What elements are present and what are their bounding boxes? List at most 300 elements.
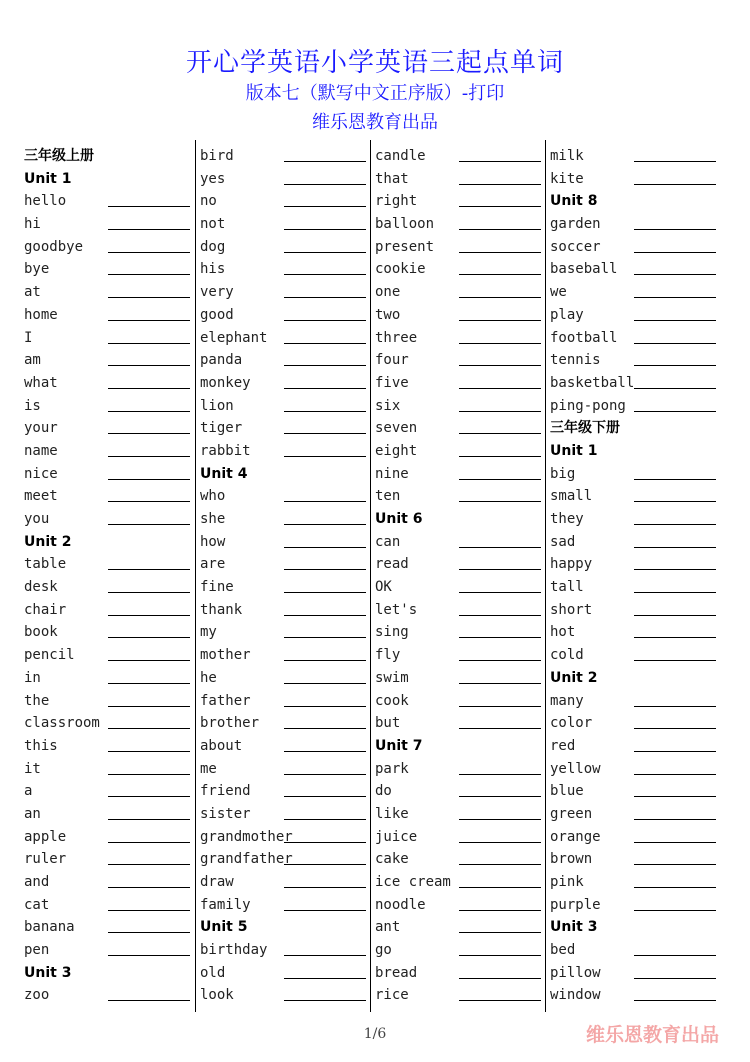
answer-blank-line[interactable] (459, 433, 541, 434)
word-row (200, 236, 364, 259)
answer-blank-line[interactable] (108, 252, 190, 253)
answer-blank-line[interactable] (108, 274, 190, 275)
word-label: ant (375, 919, 401, 936)
answer-blank-line[interactable] (459, 978, 541, 979)
word-row (24, 281, 188, 304)
answer-blank-line[interactable] (284, 184, 366, 185)
answer-blank-line[interactable] (634, 320, 716, 321)
answer-blank-line[interactable] (459, 774, 541, 775)
word-row (550, 962, 714, 985)
answer-blank-line[interactable] (108, 320, 190, 321)
word-column-1 (20, 140, 188, 1012)
section-heading-label: Unit 6 (375, 511, 423, 527)
answer-blank-line[interactable] (284, 637, 366, 638)
answer-blank-line[interactable] (284, 592, 366, 593)
answer-blank-line[interactable] (284, 297, 366, 298)
word-column-3 (370, 140, 539, 1012)
answer-blank-line[interactable] (459, 184, 541, 185)
answer-blank-line[interactable] (108, 433, 190, 434)
answer-blank-line[interactable] (634, 547, 716, 548)
word-label: name (24, 442, 58, 459)
word-row (375, 213, 539, 236)
answer-blank-line[interactable] (284, 433, 366, 434)
answer-blank-line[interactable] (459, 388, 541, 389)
word-row (550, 758, 714, 781)
answer-blank-line[interactable] (108, 751, 190, 752)
word-row (200, 984, 364, 1007)
answer-blank-line[interactable] (634, 751, 716, 752)
answer-blank-line[interactable] (459, 252, 541, 253)
word-row (375, 440, 539, 463)
answer-blank-line[interactable] (108, 637, 190, 638)
word-label: cake (375, 851, 409, 868)
answer-blank-line[interactable] (459, 569, 541, 570)
word-label: very (200, 284, 234, 301)
answer-blank-line[interactable] (284, 524, 366, 525)
word-row (200, 621, 364, 644)
word-label: she (200, 511, 226, 527)
word-row (200, 644, 364, 667)
word-label: bed (550, 942, 576, 959)
answer-blank-line[interactable] (634, 706, 716, 707)
word-label: look (200, 987, 234, 1004)
answer-blank-line[interactable] (459, 365, 541, 366)
answer-blank-line[interactable] (634, 615, 716, 616)
answer-blank-line[interactable] (459, 206, 541, 207)
word-row (24, 780, 188, 803)
answer-blank-line[interactable] (284, 774, 366, 775)
answer-blank-line[interactable] (108, 819, 190, 820)
answer-blank-line[interactable] (634, 479, 716, 480)
word-row (375, 531, 539, 554)
answer-blank-line[interactable] (459, 161, 541, 162)
answer-blank-line[interactable] (459, 297, 541, 298)
word-row (200, 553, 364, 576)
word-label: book (24, 624, 58, 641)
answer-blank-line[interactable] (634, 297, 716, 298)
word-row (550, 690, 714, 713)
word-label: my (200, 624, 217, 641)
answer-blank-line[interactable] (634, 819, 716, 820)
word-row (200, 213, 364, 236)
answer-blank-line[interactable] (108, 683, 190, 684)
word-label: eight (375, 442, 418, 459)
answer-blank-line[interactable] (459, 547, 541, 548)
word-row (550, 553, 714, 576)
word-label: meet (24, 488, 58, 505)
answer-blank-line[interactable] (459, 683, 541, 684)
word-row (375, 690, 539, 713)
answer-blank-line[interactable] (284, 615, 366, 616)
word-label: orange (550, 828, 601, 845)
answer-blank-line[interactable] (634, 388, 716, 389)
answer-blank-line[interactable] (108, 932, 190, 933)
answer-blank-line[interactable] (108, 887, 190, 888)
word-row (550, 281, 714, 304)
answer-blank-line[interactable] (634, 887, 716, 888)
answer-blank-line[interactable] (284, 706, 366, 707)
answer-blank-line[interactable] (108, 660, 190, 661)
word-row (550, 939, 714, 962)
word-row (375, 395, 539, 418)
word-label: ruler (24, 851, 67, 868)
word-label: basketball (550, 374, 635, 391)
answer-blank-line[interactable] (634, 365, 716, 366)
answer-blank-line[interactable] (108, 864, 190, 865)
word-label: desk (24, 579, 58, 596)
answer-blank-line[interactable] (634, 1000, 716, 1001)
answer-blank-line[interactable] (459, 501, 541, 502)
word-row (24, 485, 188, 508)
answer-blank-line[interactable] (459, 343, 541, 344)
answer-blank-line[interactable] (459, 479, 541, 480)
word-row (200, 735, 364, 758)
answer-blank-line[interactable] (108, 206, 190, 207)
word-label: friend (200, 783, 251, 800)
word-row (375, 984, 539, 1007)
answer-blank-line[interactable] (459, 796, 541, 797)
answer-blank-line[interactable] (108, 955, 190, 956)
answer-blank-line[interactable] (284, 343, 366, 344)
answer-blank-line[interactable] (284, 229, 366, 230)
answer-blank-line[interactable] (459, 955, 541, 956)
answer-blank-line[interactable] (634, 796, 716, 797)
answer-blank-line[interactable] (284, 910, 366, 911)
word-label: mother (200, 647, 251, 664)
word-label: baseball (550, 261, 618, 278)
word-row (550, 508, 714, 531)
answer-blank-line[interactable] (108, 297, 190, 298)
word-label: not (200, 216, 226, 233)
word-row (200, 395, 364, 418)
word-label: read (375, 556, 409, 573)
word-row (375, 712, 539, 735)
answer-blank-line[interactable] (284, 728, 366, 729)
answer-blank-line[interactable] (459, 320, 541, 321)
answer-blank-line[interactable] (459, 229, 541, 230)
word-row (550, 735, 714, 758)
word-label: and (24, 874, 50, 890)
answer-blank-line[interactable] (634, 842, 716, 843)
section-heading-label: Unit 3 (24, 964, 72, 981)
word-label: at (24, 284, 41, 301)
word-label: one (375, 284, 401, 301)
answer-blank-line[interactable] (634, 252, 716, 253)
section-heading-label: 三年级下册 (550, 420, 620, 437)
answer-blank-line[interactable] (459, 637, 541, 638)
word-label: garden (550, 216, 601, 233)
word-column-2 (195, 140, 364, 1012)
word-label: sister (200, 805, 251, 822)
answer-blank-line[interactable] (108, 501, 190, 502)
answer-blank-line[interactable] (284, 501, 366, 502)
answer-blank-line[interactable] (634, 411, 716, 412)
word-label: about (200, 737, 243, 754)
word-label: bye (24, 261, 50, 278)
answer-blank-line[interactable] (634, 501, 716, 502)
word-row (375, 327, 539, 350)
word-row (375, 349, 539, 372)
word-row (200, 372, 364, 395)
answer-blank-line[interactable] (459, 411, 541, 412)
word-row (24, 712, 188, 735)
word-label: bird (200, 148, 234, 164)
answer-blank-line[interactable] (108, 910, 190, 911)
answer-blank-line[interactable] (284, 978, 366, 979)
word-row (24, 758, 188, 781)
word-label: elephant (200, 329, 268, 346)
answer-blank-line[interactable] (459, 728, 541, 729)
word-row (375, 576, 539, 599)
word-label: monkey (200, 374, 251, 391)
word-row (550, 258, 714, 281)
answer-blank-line[interactable] (459, 887, 541, 888)
answer-blank-line[interactable] (108, 479, 190, 480)
answer-blank-line[interactable] (108, 343, 190, 344)
answer-blank-line[interactable] (284, 547, 366, 548)
section-heading (550, 190, 714, 213)
word-row (24, 236, 188, 259)
answer-blank-line[interactable] (284, 1000, 366, 1001)
word-row (550, 485, 714, 508)
answer-blank-line[interactable] (108, 796, 190, 797)
word-row (200, 599, 364, 622)
answer-blank-line[interactable] (459, 615, 541, 616)
word-row (550, 327, 714, 350)
word-row (200, 780, 364, 803)
answer-blank-line[interactable] (284, 411, 366, 412)
word-label: he (200, 669, 217, 686)
word-label: cold (550, 647, 584, 664)
word-row (24, 621, 188, 644)
word-row (375, 848, 539, 871)
answer-blank-line[interactable] (284, 751, 366, 752)
word-row (375, 826, 539, 849)
word-label: window (550, 987, 601, 1004)
answer-blank-line[interactable] (284, 887, 366, 888)
answer-blank-line[interactable] (634, 910, 716, 911)
word-label: no (200, 193, 217, 210)
word-row (550, 780, 714, 803)
section-heading-label: Unit 5 (200, 919, 248, 936)
answer-blank-line[interactable] (284, 365, 366, 366)
word-row (200, 327, 364, 350)
answer-blank-line[interactable] (459, 1000, 541, 1001)
answer-blank-line[interactable] (459, 660, 541, 661)
answer-blank-line[interactable] (284, 456, 366, 457)
word-row (375, 939, 539, 962)
answer-blank-line[interactable] (284, 320, 366, 321)
word-row (200, 508, 364, 531)
answer-blank-line[interactable] (634, 774, 716, 775)
answer-blank-line[interactable] (108, 592, 190, 593)
word-label: OK (375, 579, 392, 596)
word-label: fine (200, 579, 234, 596)
answer-blank-line[interactable] (634, 864, 716, 865)
word-row (200, 894, 364, 917)
word-label: football (550, 329, 618, 346)
word-row (200, 440, 364, 463)
answer-blank-line[interactable] (108, 365, 190, 366)
answer-blank-line[interactable] (284, 252, 366, 253)
answer-blank-line[interactable] (284, 388, 366, 389)
word-row (24, 644, 188, 667)
answer-blank-line[interactable] (284, 796, 366, 797)
word-column-4 (545, 140, 714, 1012)
answer-blank-line[interactable] (634, 229, 716, 230)
word-label: it (24, 760, 41, 777)
word-row (24, 463, 188, 486)
word-row (24, 553, 188, 576)
word-row (24, 417, 188, 440)
answer-blank-line[interactable] (108, 728, 190, 729)
word-row (200, 258, 364, 281)
word-label: dog (200, 238, 226, 255)
answer-blank-line[interactable] (459, 819, 541, 820)
word-label: do (375, 783, 392, 800)
word-label: nice (24, 465, 58, 482)
word-row (550, 349, 714, 372)
answer-blank-line[interactable] (108, 229, 190, 230)
word-label: happy (550, 556, 593, 573)
answer-blank-line[interactable] (634, 728, 716, 729)
answer-blank-line[interactable] (634, 660, 716, 661)
word-label: brown (550, 851, 593, 868)
word-label: green (550, 805, 593, 822)
answer-blank-line[interactable] (108, 388, 190, 389)
section-heading (550, 667, 714, 690)
answer-blank-line[interactable] (108, 456, 190, 457)
answer-blank-line[interactable] (634, 569, 716, 570)
answer-blank-line[interactable] (634, 274, 716, 275)
word-label: swim (375, 669, 409, 686)
word-label: me (200, 760, 217, 777)
word-row (200, 712, 364, 735)
word-label: pen (24, 942, 50, 959)
answer-blank-line[interactable] (284, 161, 366, 162)
word-label: is (24, 397, 41, 414)
word-label: five (375, 374, 409, 391)
word-row (375, 644, 539, 667)
answer-blank-line[interactable] (459, 864, 541, 865)
answer-blank-line[interactable] (108, 615, 190, 616)
word-label: sing (375, 624, 409, 641)
answer-blank-line[interactable] (634, 184, 716, 185)
word-row (550, 395, 714, 418)
word-row (24, 372, 188, 395)
word-row (24, 576, 188, 599)
section-heading (550, 440, 714, 463)
answer-blank-line[interactable] (284, 660, 366, 661)
answer-blank-line[interactable] (108, 524, 190, 525)
word-label: good (200, 306, 234, 323)
section-heading (375, 508, 539, 531)
word-row (375, 667, 539, 690)
answer-blank-line[interactable] (634, 592, 716, 593)
answer-blank-line[interactable] (284, 955, 366, 956)
word-label: noodle (375, 896, 426, 913)
answer-blank-line[interactable] (634, 161, 716, 162)
answer-blank-line[interactable] (459, 592, 541, 593)
word-label: chair (24, 601, 67, 618)
word-row (200, 576, 364, 599)
section-heading (24, 531, 188, 554)
answer-blank-line[interactable] (634, 343, 716, 344)
answer-blank-line[interactable] (284, 206, 366, 207)
word-label: am (24, 352, 41, 369)
word-row (24, 939, 188, 962)
answer-blank-line[interactable] (108, 411, 190, 412)
word-label: zoo (24, 987, 50, 1004)
word-label: right (375, 193, 418, 210)
word-label: brother (200, 715, 260, 732)
word-label: six (375, 397, 401, 414)
word-label: purple (550, 896, 601, 913)
word-row (550, 168, 714, 191)
word-label: in (24, 669, 41, 686)
word-label: family (200, 896, 251, 913)
word-row (550, 213, 714, 236)
answer-blank-line[interactable] (284, 569, 366, 570)
answer-blank-line[interactable] (108, 842, 190, 843)
answer-blank-line[interactable] (634, 978, 716, 979)
answer-blank-line[interactable] (634, 955, 716, 956)
word-label: yellow (550, 760, 601, 777)
word-label: cookie (375, 261, 426, 278)
word-row (550, 871, 714, 894)
answer-blank-line[interactable] (284, 864, 366, 865)
answer-blank-line[interactable] (459, 842, 541, 843)
answer-blank-line[interactable] (459, 274, 541, 275)
word-label: rice (375, 987, 409, 1004)
word-label: big (550, 465, 576, 482)
section-heading (550, 417, 714, 440)
word-row (24, 599, 188, 622)
word-label: pink (550, 874, 584, 890)
word-label: home (24, 306, 58, 323)
answer-blank-line[interactable] (108, 774, 190, 775)
word-label: tall (550, 579, 584, 596)
word-label: candle (375, 148, 426, 164)
answer-blank-line[interactable] (634, 524, 716, 525)
word-row (375, 871, 539, 894)
word-row (24, 916, 188, 939)
answer-blank-line[interactable] (284, 683, 366, 684)
answer-blank-line[interactable] (284, 274, 366, 275)
section-heading-label: Unit 1 (550, 442, 598, 459)
word-row (24, 848, 188, 871)
word-row (200, 962, 364, 985)
answer-blank-line[interactable] (459, 456, 541, 457)
word-label: go (375, 942, 392, 959)
word-label: seven (375, 420, 418, 437)
section-heading-label: Unit 4 (200, 465, 248, 482)
word-row (200, 531, 364, 554)
word-row (200, 145, 364, 168)
answer-blank-line[interactable] (108, 1000, 190, 1001)
answer-blank-line[interactable] (459, 706, 541, 707)
word-row (200, 803, 364, 826)
word-row (375, 417, 539, 440)
answer-blank-line[interactable] (634, 637, 716, 638)
answer-blank-line[interactable] (459, 932, 541, 933)
answer-blank-line[interactable] (284, 842, 366, 843)
word-row (375, 894, 539, 917)
answer-blank-line[interactable] (284, 819, 366, 820)
answer-blank-line[interactable] (108, 706, 190, 707)
answer-blank-line[interactable] (108, 569, 190, 570)
answer-blank-line[interactable] (459, 910, 541, 911)
